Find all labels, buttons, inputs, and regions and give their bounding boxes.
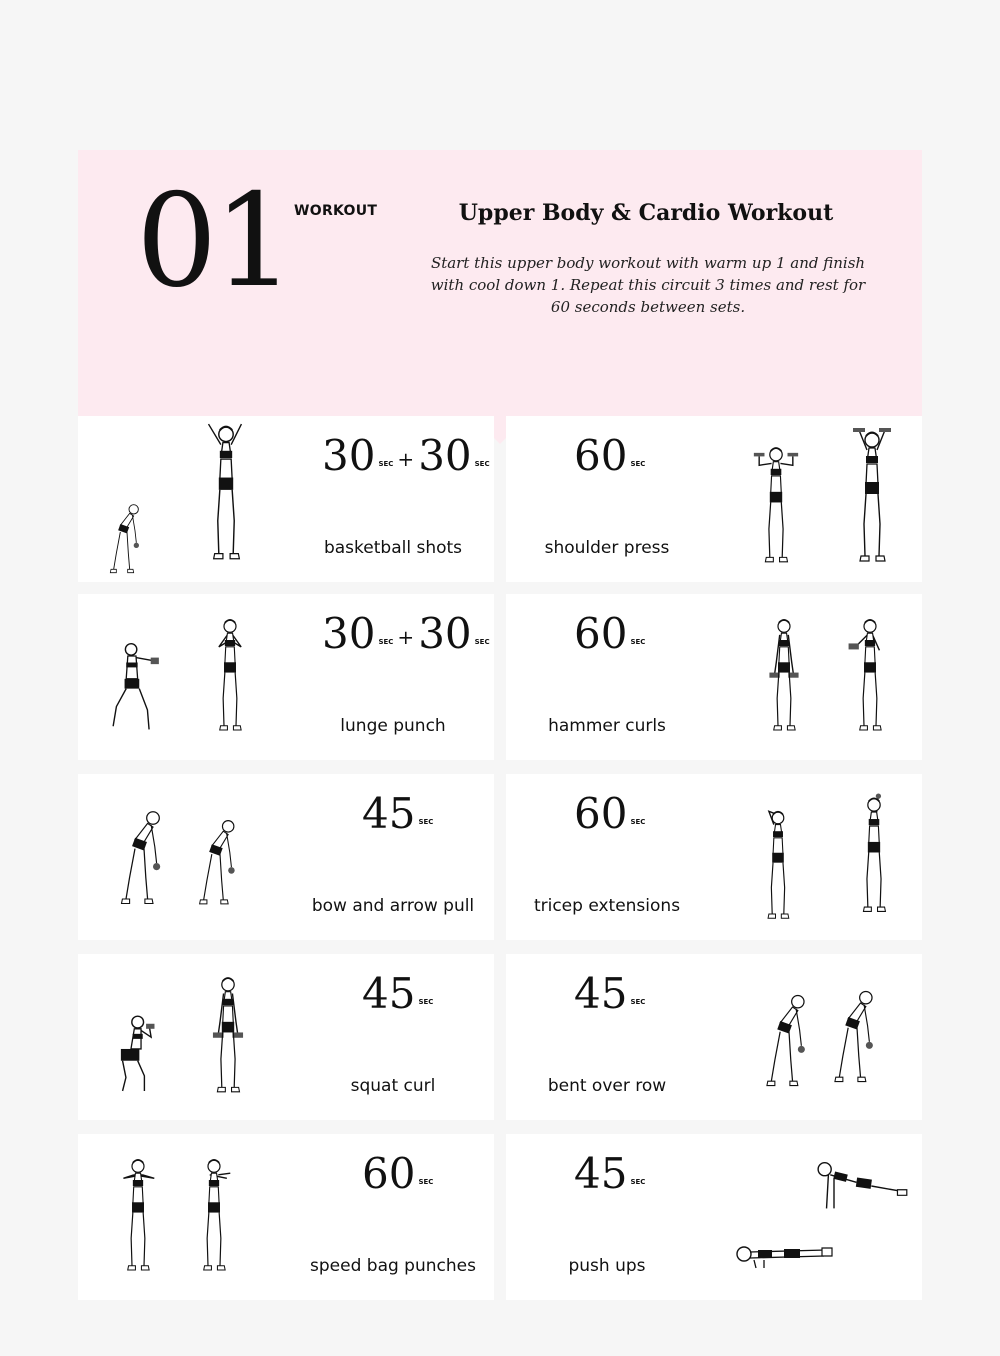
workout-label: WORKOUT — [294, 203, 378, 219]
exercise-name: basketball shots — [323, 538, 463, 558]
duration: 45 $^{SEC}$ — [574, 969, 646, 1018]
exercise-illustration — [756, 808, 800, 924]
exercise-name: squat curl — [350, 1076, 436, 1096]
exercise-card-bent-over-row — [506, 954, 922, 1120]
duration: 60 $^{SEC}$ — [574, 609, 646, 658]
exercise-illustration — [188, 1156, 240, 1276]
exercise-card-lunge-punch — [78, 594, 494, 760]
duration: 45 $^{SEC}$ — [362, 969, 434, 1018]
workout-description: Start this upper body workout with warm up 1 and finish with cool down 1. Repeat this circuit 3 times and rest for 60 seconds between sets. — [430, 254, 866, 316]
exercise-illustration — [760, 984, 818, 1090]
exercise-illustration — [814, 1158, 910, 1214]
exercise-name: tricep extensions — [533, 896, 681, 916]
exercise-card-shoulder-press — [506, 416, 922, 582]
exercise-illustration — [204, 616, 256, 736]
exercise-illustration — [852, 788, 896, 924]
duration: 30 $^{SEC}$ +30 $^{SEC}$ — [322, 609, 490, 658]
duration: 60 $^{SEC}$ — [362, 1149, 434, 1198]
exercise-card-squat-curl — [78, 954, 494, 1120]
duration: 30 $^{SEC}$ +30 $^{SEC}$ — [322, 431, 490, 480]
workout-number: 01 — [136, 167, 291, 316]
exercise-illustration — [114, 800, 174, 908]
duration: 45 $^{SEC}$ — [574, 1149, 646, 1198]
exercise-illustration — [828, 980, 886, 1086]
duration: 45 $^{SEC}$ — [362, 789, 434, 838]
exercise-card-hammer-curls — [506, 594, 922, 760]
workout-header — [78, 150, 922, 416]
exercise-name: bent over row — [547, 1076, 667, 1096]
exercise-illustration — [758, 616, 810, 736]
exercise-illustration — [192, 810, 248, 908]
exercise-name: hammer curls — [548, 716, 666, 736]
exercise-illustration — [106, 638, 166, 736]
exercise-illustration — [202, 974, 254, 1098]
duration: 60 $^{SEC}$ — [574, 431, 646, 480]
exercise-illustration — [748, 444, 804, 568]
exercise-name: push ups — [568, 1256, 646, 1276]
exercise-illustration — [734, 1238, 834, 1270]
page-title: Upper Body & Cardio Workout — [458, 200, 834, 226]
exercise-illustration — [102, 496, 152, 576]
exercise-illustration — [112, 1156, 164, 1276]
exercise-card-push-ups — [506, 1134, 922, 1300]
exercise-illustration — [196, 422, 256, 566]
exercise-card-tricep-extensions — [506, 774, 922, 940]
exercise-name: lunge punch — [340, 716, 446, 736]
exercise-illustration — [844, 616, 896, 736]
exercise-name: bow and arrow pull — [311, 896, 475, 916]
exercise-illustration — [108, 1012, 164, 1096]
exercise-illustration — [844, 428, 900, 568]
exercise-card-basketball-shots — [78, 416, 494, 582]
exercise-name: speed bag punches — [310, 1256, 476, 1276]
duration: 60 $^{SEC}$ — [574, 789, 646, 838]
exercise-card-speed-bag-punches — [78, 1134, 494, 1300]
exercise-name: shoulder press — [544, 538, 670, 558]
exercise-card-bow-and-arrow-pull — [78, 774, 494, 940]
